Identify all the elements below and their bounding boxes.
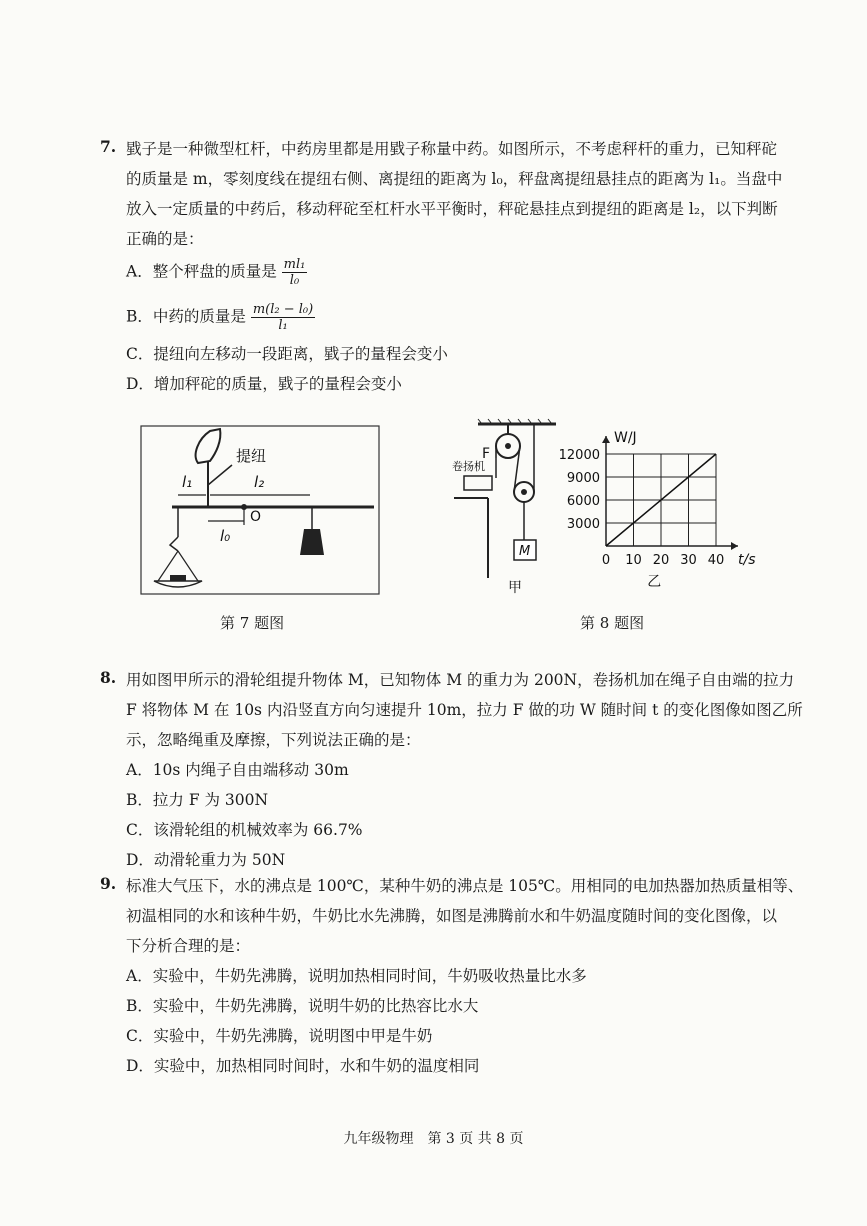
option-label: A．整个秤盘的质量是 <box>126 262 277 281</box>
fixed-pulley-hub <box>505 443 511 449</box>
label-o: O <box>250 509 262 525</box>
label-l2: l₂ <box>254 473 265 491</box>
medicine <box>170 575 186 581</box>
q7-option-d: D．增加秤砣的质量，戥子的量程会变小 <box>126 375 402 393</box>
x-tick-label: 40 <box>707 553 725 568</box>
question-text-line: F 将物体 M 在 10s 内沿竖直方向匀速提升 10m，拉力 F 做的功 W 随时间 t 的变化图像如图乙所 <box>126 701 803 719</box>
label-winch: 卷扬机 <box>452 460 485 473</box>
q8-option-c: C．该滑轮组的机械效率为 66.7% <box>126 821 363 839</box>
winch-icon <box>464 476 492 490</box>
q8-option-a: A．10s 内绳子自由端移动 30m <box>126 761 349 779</box>
fraction <box>282 257 308 288</box>
pan <box>154 581 202 587</box>
q9-option-d: D．实验中，加热相同时间时，水和牛奶的温度相同 <box>126 1057 480 1075</box>
y-tick-label: 12000 <box>558 448 600 463</box>
q7-option-b <box>126 302 315 333</box>
x-tick-label: 20 <box>652 553 670 568</box>
figure-8-caption: 第 8 题图 <box>580 614 645 632</box>
question-text-line: 的质量是 m，零刻度线在提纽右侧、离提纽的距离为 l₀，秤盘离提纽悬挂点的距离为 l₁。当盘中 <box>126 170 783 188</box>
figure-7-steelyard <box>140 425 380 595</box>
zero-mark <box>241 504 247 510</box>
figure-8-pulley <box>448 418 558 600</box>
page-footer: 九年级物理 第 3 页 共 8 页 <box>343 1131 524 1147</box>
question-text-line: 初温相同的水和该种牛奶，牛奶比水先沸腾，如图是沸腾前水和牛奶温度随时间的变化图像，以 <box>126 907 778 925</box>
label-l1: l₁ <box>182 473 193 491</box>
x-tick-label: 0 <box>601 553 611 568</box>
y-tick-label: 6000 <box>566 494 600 509</box>
question-number: 7. <box>100 137 117 156</box>
x-axis-arrow <box>731 542 738 550</box>
x-tick-label: 10 <box>625 553 642 568</box>
figure-7-caption: 第 7 题图 <box>220 614 285 632</box>
fraction-numerator: ml₁ <box>283 257 306 272</box>
arrow-to-label <box>208 465 232 485</box>
label-tizhu: 提纽 <box>236 447 267 465</box>
x-axis-label: t/s <box>738 552 756 568</box>
q7-option-c: C．提纽向左移动一段距离，戥子的量程会变小 <box>126 345 448 363</box>
question-text-line: 下分析合理的是： <box>126 937 251 955</box>
q8-option-b: B．拉力 F 为 300N <box>126 791 269 809</box>
label-m: M <box>519 544 531 559</box>
q8-option-d: D．动滑轮重力为 50N <box>126 851 286 869</box>
movable-pulley-hub <box>521 489 527 495</box>
question-text-line: 正确的是： <box>126 230 204 248</box>
question-number: 8. <box>100 668 117 687</box>
question-text-line: 戥子是一种微型杠杆，中药房里都是用戥子称量中药。如图所示，不考虑秤杆的重力，已知秤砣 <box>126 140 778 158</box>
y-axis-label: W/J <box>614 430 637 446</box>
question-text-line: 放入一定质量的中药后，移动秤砣至杠杆水平平衡时，秤砣悬挂点到提纽的距离是 l₂，以下判断 <box>126 200 778 218</box>
q9-option-c: C．实验中，牛奶先沸腾，说明图中甲是牛奶 <box>126 1027 433 1045</box>
label-yi: 乙 <box>647 574 662 590</box>
q9-option-b: B．实验中，牛奶先沸腾，说明牛奶的比热容比水大 <box>126 997 479 1015</box>
fraction-numerator: m(l₂ − l₀) <box>252 302 314 317</box>
label-jia: 甲 <box>508 580 522 596</box>
option-label: B．中药的质量是 <box>126 307 246 326</box>
x-tick-label: 30 <box>680 553 697 568</box>
q9-option-a: A．实验中，牛奶先沸腾，说明加热相同时间，牛奶吸收热量比水多 <box>126 967 587 985</box>
y-axis-arrow <box>602 436 610 443</box>
figure-8-chart <box>556 428 766 608</box>
hand-icon <box>196 429 221 463</box>
y-tick-label: 3000 <box>566 517 600 532</box>
fraction-denominator: l₀ <box>289 273 300 288</box>
question-number: 9. <box>100 874 117 893</box>
label-f: F <box>482 446 491 462</box>
label-l0: l₀ <box>220 527 231 545</box>
y-tick-label: 9000 <box>566 471 600 486</box>
q7-option-a <box>126 257 307 288</box>
pan-hook <box>170 537 178 551</box>
fraction-denominator: l₁ <box>278 318 288 333</box>
fraction <box>251 302 315 333</box>
question-text-line: 标准大气压下，水的沸点是 100℃，某种牛奶的沸点是 105℃。用相同的电加热器加热质量相等、 <box>126 877 804 895</box>
question-text-line: 用如图甲所示的滑轮组提升物体 M，已知物体 M 的重力为 200N，卷扬机加在绳子自由端的拉力 <box>126 671 795 689</box>
weight <box>300 529 324 555</box>
question-text-line: 示，忽略绳重及摩擦，下列说法正确的是： <box>126 731 421 749</box>
